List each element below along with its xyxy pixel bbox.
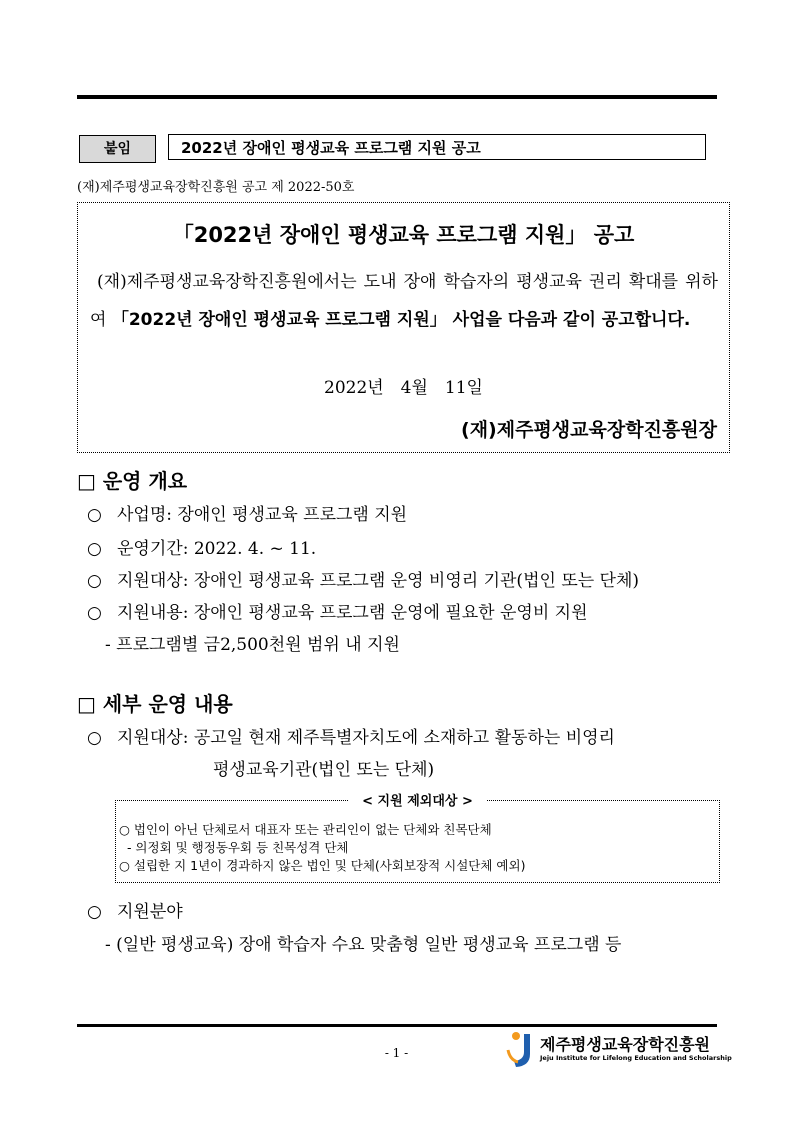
logo-name: 제주평생교육장학진흥원 — [540, 1035, 711, 1054]
notice-body-bold: 「2022년 장애인 평생교육 프로그램 지원」 사업을 다음과 같이 공고합니다. — [111, 310, 691, 330]
exclusion-line: - 의정회 및 행정동우회 등 친목성격 단체 — [119, 840, 349, 855]
bullet: ○ — [87, 505, 102, 525]
bullet: ○ — [87, 902, 102, 922]
section-heading-details: □ 세부 운영 내용 — [77, 692, 233, 716]
exclusion-line: ○ 설립한 지 1년이 경과하지 않은 법인 및 단체(사회보장적 시설단체 예외) — [119, 858, 526, 873]
exclusion-box — [115, 794, 720, 883]
bullet: ○ — [87, 603, 102, 623]
bullet: ○ — [87, 539, 102, 559]
bullet: ○ — [87, 728, 102, 748]
sub-item: - 프로그램별 금2,500천원 범위 내 지원 — [105, 635, 400, 655]
notice-date: 2022년 4월 11일 — [324, 378, 483, 398]
notice-body-text: (재)제주평생교육장학진흥원에서는 도내 장애 학습자의 평생교육 권리 확대를 위하여 — [90, 272, 718, 330]
exclusion-line: ○ 법인이 아닌 단체로서 대표자 또는 관리인이 없는 단체와 친목단체 — [119, 822, 492, 837]
attachment-title: 2022년 장애인 평생교육 프로그램 지원 공고 — [168, 134, 706, 160]
bullet: ○ — [87, 571, 102, 591]
notice-title: 「2022년 장애인 평생교육 프로그램 지원」 공고 — [172, 223, 635, 247]
exclusion-heading: < 지원 제외대상 > — [116, 790, 719, 809]
notice-body — [90, 263, 718, 339]
list-item: ○ 지원내용: 장애인 평생교육 프로그램 운영에 필요한 운영비 지원 — [87, 603, 588, 623]
footer-rule — [77, 1024, 717, 1027]
institute-logo — [506, 1030, 732, 1070]
notice-number: (재)제주평생교육장학진흥원 공고 제 2022-50호 — [77, 180, 355, 195]
page-number: - 1 - — [384, 1046, 409, 1060]
list-item: ○ 운영기간: 2022. 4. ~ 11. — [87, 539, 317, 559]
section-heading-overview: □ 운영 개요 — [77, 469, 188, 493]
sub-item: - (일반 평생교육) 장애 학습자 수요 맞춤형 일반 평생교육 프로그램 등 — [105, 935, 622, 955]
attachment-label: 붙임 — [79, 135, 156, 163]
list-item: ○ 사업명: 장애인 평생교육 프로그램 지원 — [87, 505, 408, 525]
list-item: ○ 지원대상: 공고일 현재 제주특별자치도에 소재하고 활동하는 비영리 — [87, 728, 615, 748]
logo-mark-icon — [506, 1030, 538, 1070]
notice-signature: (재)제주평생교육장학진흥원장 — [461, 419, 717, 441]
list-item: ○ 지원대상: 장애인 평생교육 프로그램 운영 비영리 기관(법인 또는 단체) — [87, 571, 640, 591]
header-rule — [77, 95, 717, 99]
logo-english: Jeju Institute for Lifelong Education and Scholarship — [540, 1054, 732, 1062]
list-item-continued: 평생교육기관(법인 또는 단체) — [213, 760, 435, 780]
list-item: ○ 지원분야 — [87, 902, 183, 922]
notice-box — [77, 202, 730, 453]
